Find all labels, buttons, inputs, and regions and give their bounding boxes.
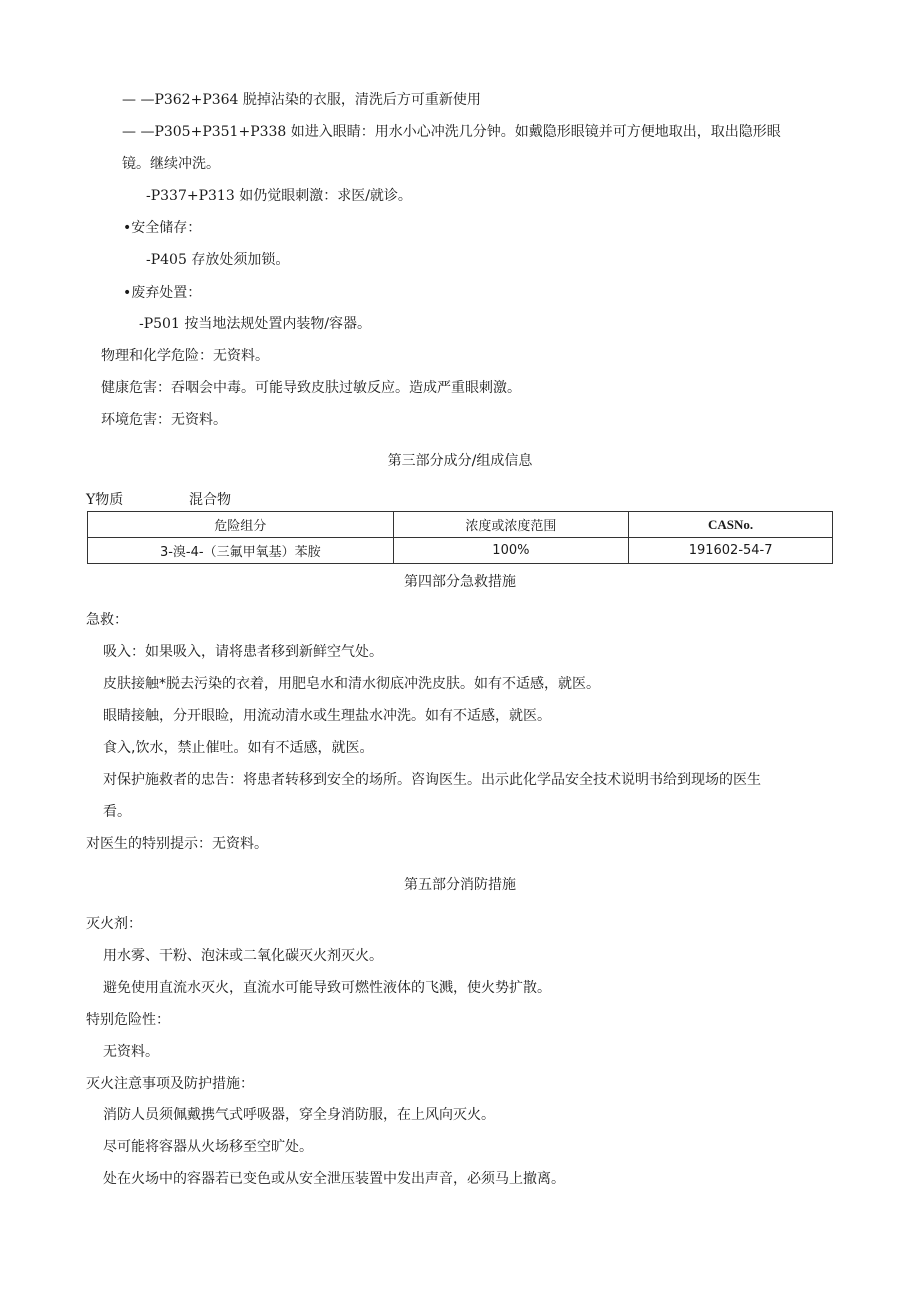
table-header-row	[88, 512, 833, 538]
skin-contact	[103, 674, 600, 694]
firefighting-precaution-3: 处在火场中的容器若已变色或从安全泄压装置中发出声音，必须马上撤离。	[103, 1171, 565, 1187]
precaution-p337: -P337+P313 如仍觉眼刺激：求医/就诊。	[146, 188, 412, 204]
special-hazard-value: 无资料。	[103, 1044, 159, 1060]
ingestion-label: 食入,	[103, 740, 136, 756]
special-hazard-label: 特别危险性：	[86, 1012, 170, 1028]
extinguishing-agent-label: 灭火剂：	[86, 916, 142, 932]
environment-hazard-label: 环境危害：	[101, 412, 171, 428]
health-hazard-label: 健康危害：	[101, 380, 171, 396]
doctor-note-value: 无资料。	[212, 836, 268, 852]
mixture-label: 混合物	[189, 492, 231, 508]
rescuer-advice-line2: 看。	[103, 804, 131, 820]
environment-hazard-value: 无资料。	[171, 412, 227, 428]
doctor-note-label: 对医生的特别提示：	[86, 836, 212, 852]
section5-title: 第五部分消防措施	[404, 877, 516, 893]
rescuer-advice-label: 对保护施救者的忠告：	[103, 772, 243, 788]
section4-title: 第四部分急救措施	[404, 574, 516, 590]
section3-title: 第三部分成分/组成信息	[387, 453, 533, 469]
cell-component: 3-溴-4-（三氟甲氧基）苯胺	[88, 538, 394, 564]
cell-concentration: 100%	[393, 538, 629, 564]
eye-contact	[103, 706, 551, 726]
ingestion-value: 饮水，禁止催吐。如有不适感，就医。	[135, 740, 374, 756]
rescuer-advice-value: 将患者转移到安全的场所。咨询医生。出示此化学品安全技术说明书给到现场的医生	[243, 772, 761, 788]
precaution-p305-line1: — —P305+P351+P338 如进入眼睛：用水小心冲洗几分钟。如戴隐形眼镜并可方便地取出，取出隐形眼	[122, 124, 781, 140]
header-component: 危险组分	[88, 512, 394, 538]
doctor-note	[86, 834, 268, 854]
precaution-p501: -P501 按当地法规处置内装物/容器。	[139, 316, 372, 332]
substance-label: Y物质	[86, 492, 124, 508]
precaution-p405: -P405 存放处须加锁。	[146, 252, 290, 268]
physchem-hazard	[101, 346, 269, 366]
inhalation-text: 吸入：如果吸入，请将患者移到新鲜空气处。	[103, 644, 383, 660]
rescuer-advice	[103, 770, 761, 790]
eye-contact-label: 眼睛接触	[103, 708, 159, 724]
cell-cas: 191602-54-7	[629, 538, 833, 564]
header-cas: CASNo.	[629, 512, 833, 538]
firefighting-precaution-2: 尽可能将容器从火场移至空旷处。	[103, 1139, 313, 1155]
firefighting-precaution-label: 灭火注意事项及防护措施：	[86, 1076, 254, 1092]
firefighting-precaution-1: 消防人员须佩戴携气式呼吸器，穿全身消防服，在上风向灭火。	[103, 1107, 495, 1123]
storage-label: •安全储存：	[123, 220, 202, 236]
composition-table	[87, 511, 833, 564]
table-row	[88, 538, 833, 564]
health-hazard	[101, 378, 521, 398]
environment-hazard	[101, 410, 227, 430]
extinguishing-agent-2: 避免使用直流水灭火，直流水可能导致可燃性液体的飞溅，使火势扩散。	[103, 980, 551, 996]
health-hazard-value: 吞咽会中毒。可能导致皮肤过敏反应。造成严重眼刺激。	[171, 380, 521, 396]
precaution-p362: — —P362+P364 脱掉沾染的衣服，清洗后方可重新使用	[122, 92, 481, 108]
physchem-hazard-value: 无资料。	[213, 348, 269, 364]
skin-contact-value: 脱去污染的衣着，用肥皂水和清水彻底冲洗皮肤。如有不适感，就医。	[166, 676, 600, 692]
eye-contact-value: ，分开眼睑，用流动清水或生理盐水冲洗。如有不适感，就医。	[159, 708, 551, 724]
skin-contact-label: 皮肤接触*	[103, 676, 166, 692]
ingestion	[103, 738, 373, 758]
header-concentration: 浓度或浓度范围	[393, 512, 629, 538]
extinguishing-agent-1: 用水雾、干粉、泡沫或二氧化碳灭火剂灭火。	[103, 948, 383, 964]
first-aid-label: 急救：	[86, 612, 128, 628]
physchem-hazard-label: 物理和化学危险：	[101, 348, 213, 364]
precaution-p305-line2: 镜。继续冲洗。	[122, 156, 220, 172]
disposal-label: •废弃处置：	[123, 285, 202, 301]
